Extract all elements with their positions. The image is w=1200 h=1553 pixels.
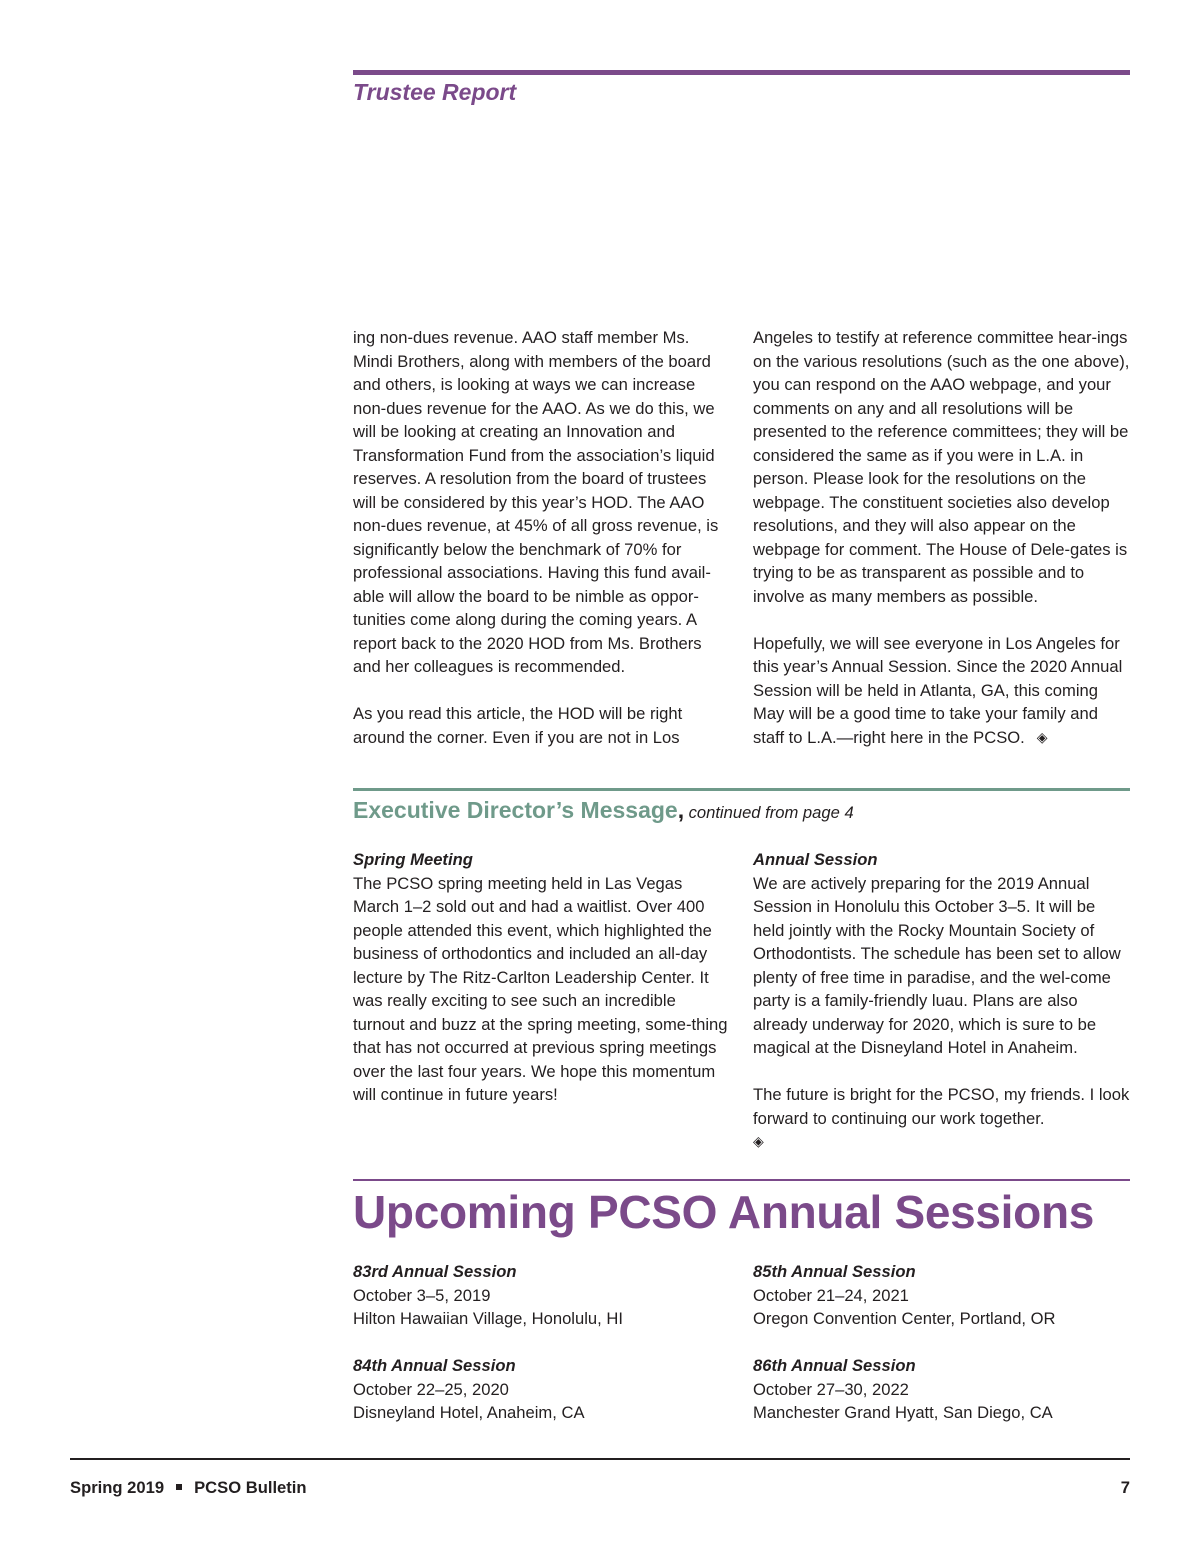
executive-heading: [353, 797, 854, 824]
session-dates: October 27–30, 2022: [753, 1379, 909, 1399]
trustee-paragraph-text: Hopefully, we will see everyone in Los Angeles for this year’s Annual Session. Since the 2020 Annual Session will be held in Atlanta, GA, this coming May will be a good time to take your family and staff to L.A.—right here in the PCSO.: [753, 633, 1123, 747]
spring-meeting-column: [353, 848, 731, 1107]
spring-meeting-heading: Spring Meeting: [353, 850, 473, 869]
continued-note: continued from page 4: [688, 803, 854, 822]
annual-session-heading: Annual Session: [753, 850, 878, 869]
footer-rule: [70, 1458, 1130, 1460]
trustee-paragraph: ing non-dues revenue. AAO staff member Ms. Mindi Brothers, along with members of the board and others, is looking at ways we can increase non-dues revenue for the AAO. As we do this, we will be looking at creating an Innovation and Transformation Fund from the association’s liquid reserves. A resolution from the board of trustees will be considered by this year’s HOD. The AAO non-dues revenue, at 45% of all gross revenue, is significantly below the benchmark of 70% for professional associations. Having this fund avail-able will allow the board to be nimble as oppor-tunities come along during the coming years. A report back to the 2020 HOD from Ms. Brothers and her colleagues is recommended.: [353, 328, 719, 676]
end-of-article-icon: ◈: [1036, 728, 1048, 745]
section-label: Trustee Report: [353, 79, 517, 105]
session-dates: October 3–5, 2019: [353, 1285, 491, 1305]
end-of-article-icon: ◈: [753, 1133, 764, 1149]
session-block: [753, 1354, 1133, 1425]
spring-meeting-text: The PCSO spring meeting held in Las Vegas March 1–2 sold out and had a waitlist. Over 400 people attended this event, which highlighted the business of orthodontics and included an all-day lecture by The Ritz-Carlton Leadership Center. It was really exciting to see such an incredible turnout and buzz at the spring meeting, some-thing that has not occurred at previous spring meetings over the last four years. We hope this momentum will continue in future years!: [353, 873, 728, 1104]
executive-title: Executive Director’s Message: [353, 797, 678, 823]
annual-session-text: We are actively preparing for the 2019 Annual Session in Honolulu this October 3–5. It will be held jointly with the Rocky Mountain Society of Orthodontists. The schedule has been set to allow plenty of free time in paradise, and the wel-come party is a family-friendly luau. Plans are also already underway for 2020, which is sure to be magical at the Disneyland Hotel in Anaheim.: [753, 873, 1121, 1057]
session-block: [353, 1260, 733, 1331]
footer-issue: Spring 2019: [70, 1478, 165, 1497]
session-venue: Oregon Convention Center, Portland, OR: [753, 1309, 1056, 1328]
session-name: 86th Annual Session: [753, 1356, 916, 1375]
upcoming-rule: [353, 1179, 1130, 1181]
trustee-paragraph: Angeles to testify at reference committee hear-ings on the various resolutions (such as the one above), you can respond on the AAO webpage, and your comments on any and all resolutions will be presented to the reference committees; they will be considered the same as if you were in L.A. in person. Please look for the resolutions on the webpage. The constituent societies also develop resolutions, and they will also appear on the webpage for comment. The House of Dele-gates is trying to be as transparent as possible and to involve as many members as possible.: [753, 328, 1130, 606]
trustee-right-column: [753, 326, 1131, 749]
page-number: 7: [1120, 1478, 1130, 1497]
footer-publication: [70, 1478, 307, 1498]
session-block: [353, 1354, 733, 1425]
session-name: 83rd Annual Session: [353, 1262, 517, 1281]
trustee-left-column: [353, 326, 731, 749]
session-name: 85th Annual Session: [753, 1262, 916, 1281]
trustee-paragraph-final: [753, 632, 1131, 750]
session-venue: Manchester Grand Hyatt, San Diego, CA: [753, 1403, 1053, 1422]
session-venue: Hilton Hawaiian Village, Honolulu, HI: [353, 1309, 623, 1328]
executive-comma: ,: [677, 797, 685, 823]
annual-session-column: [753, 848, 1131, 1154]
session-dates: October 21–24, 2021: [753, 1285, 909, 1305]
session-block: [753, 1260, 1133, 1331]
session-name: 84th Annual Session: [353, 1356, 516, 1375]
session-dates: October 22–25, 2020: [353, 1379, 509, 1399]
trustee-paragraph: As you read this article, the HOD will be right around the corner. Even if you are not in Los: [353, 704, 683, 747]
session-venue: Disneyland Hotel, Anaheim, CA: [353, 1403, 585, 1422]
closing-text: The future is bright for the PCSO, my friends. I look forward to continuing our work together.: [753, 1085, 1130, 1128]
footer-title: PCSO Bulletin: [194, 1478, 307, 1497]
upcoming-title: Upcoming PCSO Annual Sessions: [353, 1186, 1095, 1238]
header-rule: [353, 70, 1130, 75]
bullet-separator-icon: [176, 1484, 182, 1490]
executive-rule: [353, 788, 1130, 791]
